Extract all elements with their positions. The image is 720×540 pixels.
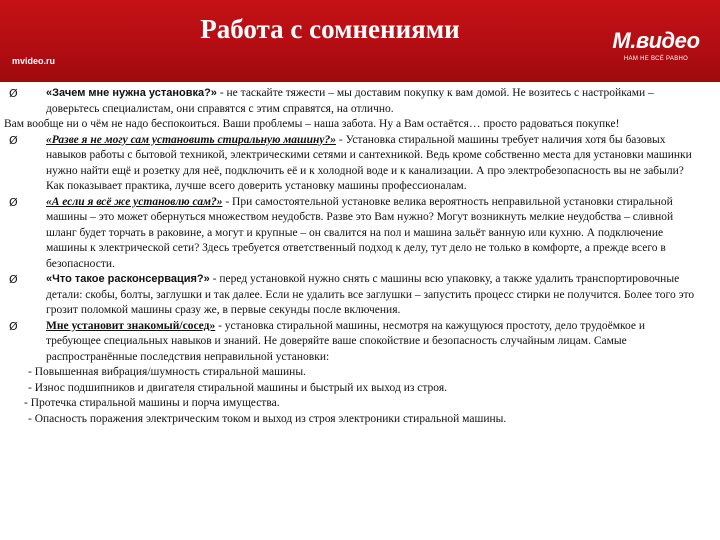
arrow-bullet-icon: Ø <box>9 195 18 209</box>
answer-text: - перед установкой нужно снять с машины всю упаковку, а также удалить транспортировочные детали: скобы, болты, заглушки и так далее. Если не удалить все заглушки – запустить процесс стирки не получится. Более того это грозит поломкой машины сразу же, в первые секунды после включения. <box>46 273 695 316</box>
question-text: «Что такое расконсервация?» <box>46 273 210 285</box>
arrow-bullet-icon: Ø <box>9 273 18 286</box>
site-url: mvideo.ru <box>12 56 56 66</box>
content-body <box>0 86 708 427</box>
bullet-item-self-install <box>0 133 708 195</box>
bullet-item-deconservation <box>0 272 708 319</box>
answer-text: - установка стиральной машины, несмотря на кажущуюся простоту, дело трудоёмкое и требующее специальных навыков и знаний. Не доверяйте ваше спокойствие и безопасность случайным лицам. Самые распространённые последствия неправильной установки: <box>46 319 646 363</box>
bullet-item-if-self-install <box>0 195 708 273</box>
question-text: Мне установит знакомый/сосед» <box>46 319 216 332</box>
consequence-item: - Опасность поражения электрическим током и выход из строя электроники стиральной машины. <box>28 412 507 425</box>
question-text: «А если я всё же установлю сам?» <box>46 195 223 208</box>
header-bar <box>0 0 720 82</box>
answer-text: - Установка стиральной машины требует наличия хотя бы базовых навыков работы с бытовой техникой, электрическими сетями и сантехникой. Ведь кроме собственно места для установки машинки нужно найти ещё и розетку для неё, подключить её и к холодной воде и к канализации. А про электробезопасность вы не забыли? Как показывает практика, лучше всего доверить установку машины профессионалам. <box>46 133 692 192</box>
logo-slogan: НАМ НЕ ВСЁ РАВНО <box>623 56 689 62</box>
question-text: «Зачем мне нужна установка?» <box>46 87 217 99</box>
answer-text: - При самостоятельной установке велика вероятность неправильной установки стиральной машины – это может обернуться множеством неудобств. Разве это Вам нужно? Могут возникнуть мелкие неудобства – сливной шланг будет торчать в раковине, а могут и крупные – он свалится на пол и машина зальёт ванную или кухню. А подключение машины к электрической сети? Здесь требуется ответственный подход к делу, тут дело не только в комфорте, а прежде всего в безопасности. <box>46 195 674 270</box>
consequence-item: - Износ подшипников и двигателя стиральной машины и быстрый их выход из строя. <box>28 381 447 394</box>
consequence-item: - Протечка стиральной машины и порча имущества. <box>24 397 280 409</box>
bullet-item-neighbor-install <box>0 319 708 366</box>
bullet-item-installation-need <box>0 86 708 117</box>
arrow-bullet-icon: Ø <box>9 87 18 100</box>
consequence-item: - Повышенная вибрация/шумность стиральной машины. <box>28 366 306 378</box>
paragraph-reassurance: Вам вообще ни о чём не надо беспокоиться. Ваши проблемы – наша забота. Ну а Вам остаётся… просто радоваться покупке! <box>4 118 620 130</box>
logo-main-text: М.видео <box>612 28 700 53</box>
answer-text: - не таскайте тяжести – мы доставим покупку к вам домой. Не возитесь с настройками – доверьтесь специалистам, они справятся с этим справятся, на отлично. <box>46 87 654 115</box>
page-title: Работа с сомнениями <box>200 14 460 44</box>
question-text: «Разве я не могу сам установить стиральную машину?» <box>46 133 336 146</box>
arrow-bullet-icon: Ø <box>9 319 18 333</box>
brand-logo <box>608 28 704 74</box>
arrow-bullet-icon: Ø <box>9 133 18 147</box>
